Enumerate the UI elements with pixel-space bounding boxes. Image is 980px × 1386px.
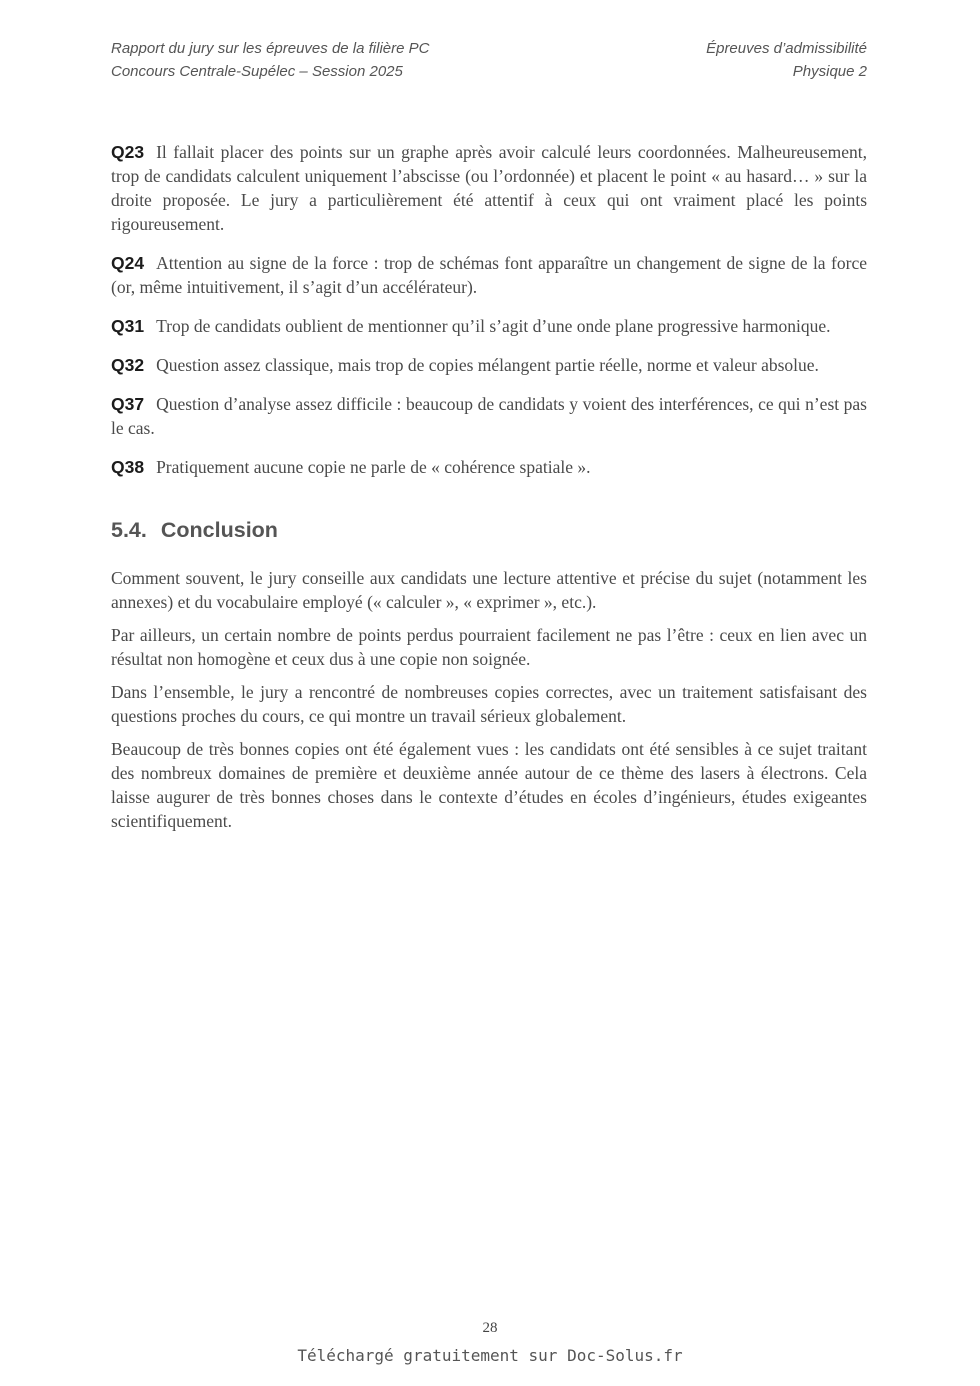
question-label-q23: Q23 <box>111 142 145 162</box>
section-heading-conclusion <box>111 517 867 543</box>
question-text-q24: Attention au signe de la force : trop de schémas font apparaître un changement de signe de la force (or, même intuitivement, il s’agit d’un accélérateur). <box>111 253 867 297</box>
question-label-q24: Q24 <box>111 253 145 273</box>
question-comment-q32 <box>111 353 867 377</box>
question-label-q37: Q37 <box>111 394 145 414</box>
session-subtitle: Concours Centrale-Supélec – Session 2025 <box>111 63 403 80</box>
subject-name: Physique 2 <box>792 63 867 80</box>
running-header <box>111 37 867 83</box>
question-label-q32: Q32 <box>111 355 145 375</box>
question-text-q23: Il fallait placer des points sur un graphe après avoir calculé leurs coordonnées. Malheureusement, trop de candidats calculent uniquement l’abscisse (ou l’ordonnée) et placent le point « au hasard… » sur la droite proposée. Le jury a particulièrement été attentif à ceux qui ont vraiment placé les points rigoureusement. <box>111 142 867 234</box>
document-body <box>111 140 867 842</box>
header-left <box>111 37 430 83</box>
section-number: 5.4. <box>111 518 147 542</box>
page-number: 28 <box>482 1320 498 1336</box>
question-comment-q24 <box>111 251 867 299</box>
conclusion-paragraph-4: Beaucoup de très bonnes copies ont été également vues : les candidats ont été sensibles à ce sujet traitant des nombreux domaines de première et deuxième année autour de ce thème des lasers à électrons. Cela laisse augurer de très bonnes choses dans le contexte d’études en écoles d’ingénieurs, études exigeantes scientifiquement. <box>111 739 867 831</box>
conclusion-paragraph-1: Comment souvent, le jury conseille aux candidats une lecture attentive et précise du sujet (notamment les annexes) et du vocabulaire employé (« calculer », « exprimer », etc.). <box>111 568 867 612</box>
conclusion-paragraph-3: Dans l’ensemble, le jury a rencontré de nombreuses copies correctes, avec un traitement satisfaisant des questions proches du cours, ce qui montre un travail sérieux globalement. <box>111 682 867 726</box>
question-comment-q23 <box>111 140 867 236</box>
question-comment-q31 <box>111 314 867 338</box>
question-comment-q38 <box>111 455 867 479</box>
question-label-q38: Q38 <box>111 457 145 477</box>
exam-type: Épreuves d’admissibilité <box>706 40 867 57</box>
question-comment-q37 <box>111 392 867 440</box>
report-title: Rapport du jury sur les épreuves de la filière PC <box>111 40 430 57</box>
question-label-q31: Q31 <box>111 316 145 336</box>
question-text-q37: Question d’analyse assez difficile : beaucoup de candidats y voient des interférences, ce qui n’est pas le cas. <box>111 394 867 438</box>
header-right <box>706 37 867 83</box>
download-notice: Téléchargé gratuitement sur Doc-Solus.fr <box>297 1346 683 1365</box>
question-text-q32: Question assez classique, mais trop de copies mélangent partie réelle, norme et valeur absolue. <box>156 355 819 375</box>
question-text-q31: Trop de candidats oublient de mentionner qu’il s’agit d’une onde plane progressive harmonique. <box>156 316 831 336</box>
conclusion-paragraph-2: Par ailleurs, un certain nombre de points perdus pourraient facilement ne pas l’être : ceux en lien avec un résultat non homogène et ceux dus à une copie non soignée. <box>111 625 867 669</box>
question-text-q38: Pratiquement aucune copie ne parle de « cohérence spatiale ». <box>156 457 591 477</box>
section-title: Conclusion <box>160 518 278 542</box>
